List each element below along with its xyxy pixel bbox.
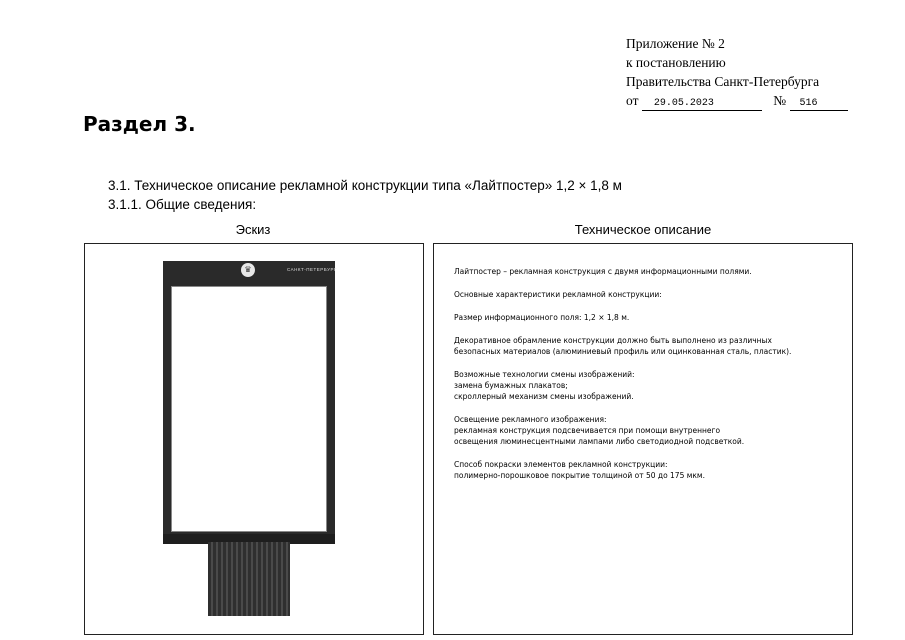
- government-label: Правительства Санкт-Петербурга: [626, 74, 820, 89]
- document-header: [626, 34, 886, 111]
- document-number: 516: [790, 98, 848, 111]
- desc-line: Освещение рекламного изображения:: [454, 415, 607, 424]
- lightposter-header: [163, 261, 335, 282]
- number-label: №: [773, 93, 787, 108]
- subsection-general-info: 3.1.1. Общие сведения:: [108, 197, 257, 212]
- desc-line: замена бумажных плакатов;: [454, 381, 568, 390]
- desc-line: безопасных материалов (алюминиевый профиль или оцинкованная сталь, пластик).: [454, 347, 792, 356]
- desc-line: Возможные технологии смены изображений:: [454, 370, 635, 379]
- description-text: [454, 266, 834, 493]
- from-label: от: [626, 93, 639, 108]
- desc-line: рекламная конструкция подсвечивается при помощи внутреннего: [454, 426, 721, 435]
- date-number-line: [626, 91, 886, 111]
- sketch-column-title: Эскиз: [235, 222, 271, 237]
- desc-line: скроллерный механизм смены изображений.: [454, 392, 634, 401]
- subsection-heading: 3.1. Техническое описание рекламной конструкции типа «Лайтпостер» 1,2 × 1,8 м: [108, 178, 622, 193]
- coat-of-arms-icon: ♛: [241, 263, 255, 277]
- desc-paragraph: Лайтпостер – рекламная конструкция с двумя информационными полями.: [454, 267, 752, 276]
- desc-paragraph: Основные характеристики рекламной конструкции:: [454, 290, 662, 299]
- appendix-label: Приложение № 2: [626, 36, 725, 51]
- desc-paragraph: Размер информационного поля: 1,2 × 1,8 м.: [454, 313, 630, 322]
- section-title: Раздел 3.: [83, 112, 196, 136]
- description-column-title: Техническое описание: [574, 222, 712, 237]
- information-field: [171, 286, 327, 532]
- lightposter-support-leg: [208, 542, 290, 616]
- description-panel: [433, 243, 853, 635]
- desc-line: Способ покраски элементов рекламной конструкции:: [454, 460, 668, 469]
- desc-line: освещения люминесцентными лампами либо светодиодной подсветкой.: [454, 437, 745, 446]
- desc-line: полимерно-порошковое покрытие толщиной от 50 до 175 мкм.: [454, 471, 705, 480]
- sketch-panel: [84, 243, 424, 635]
- document-date: 29.05.2023: [642, 98, 762, 111]
- lightposter-frame: [163, 280, 335, 538]
- brand-label: САНКТ-ПЕТЕРБУРГ: [287, 267, 337, 272]
- desc-line: Декоративное обрамление конструкции должно быть выполнено из различных: [454, 336, 772, 345]
- resolution-label: к постановлению: [626, 55, 726, 70]
